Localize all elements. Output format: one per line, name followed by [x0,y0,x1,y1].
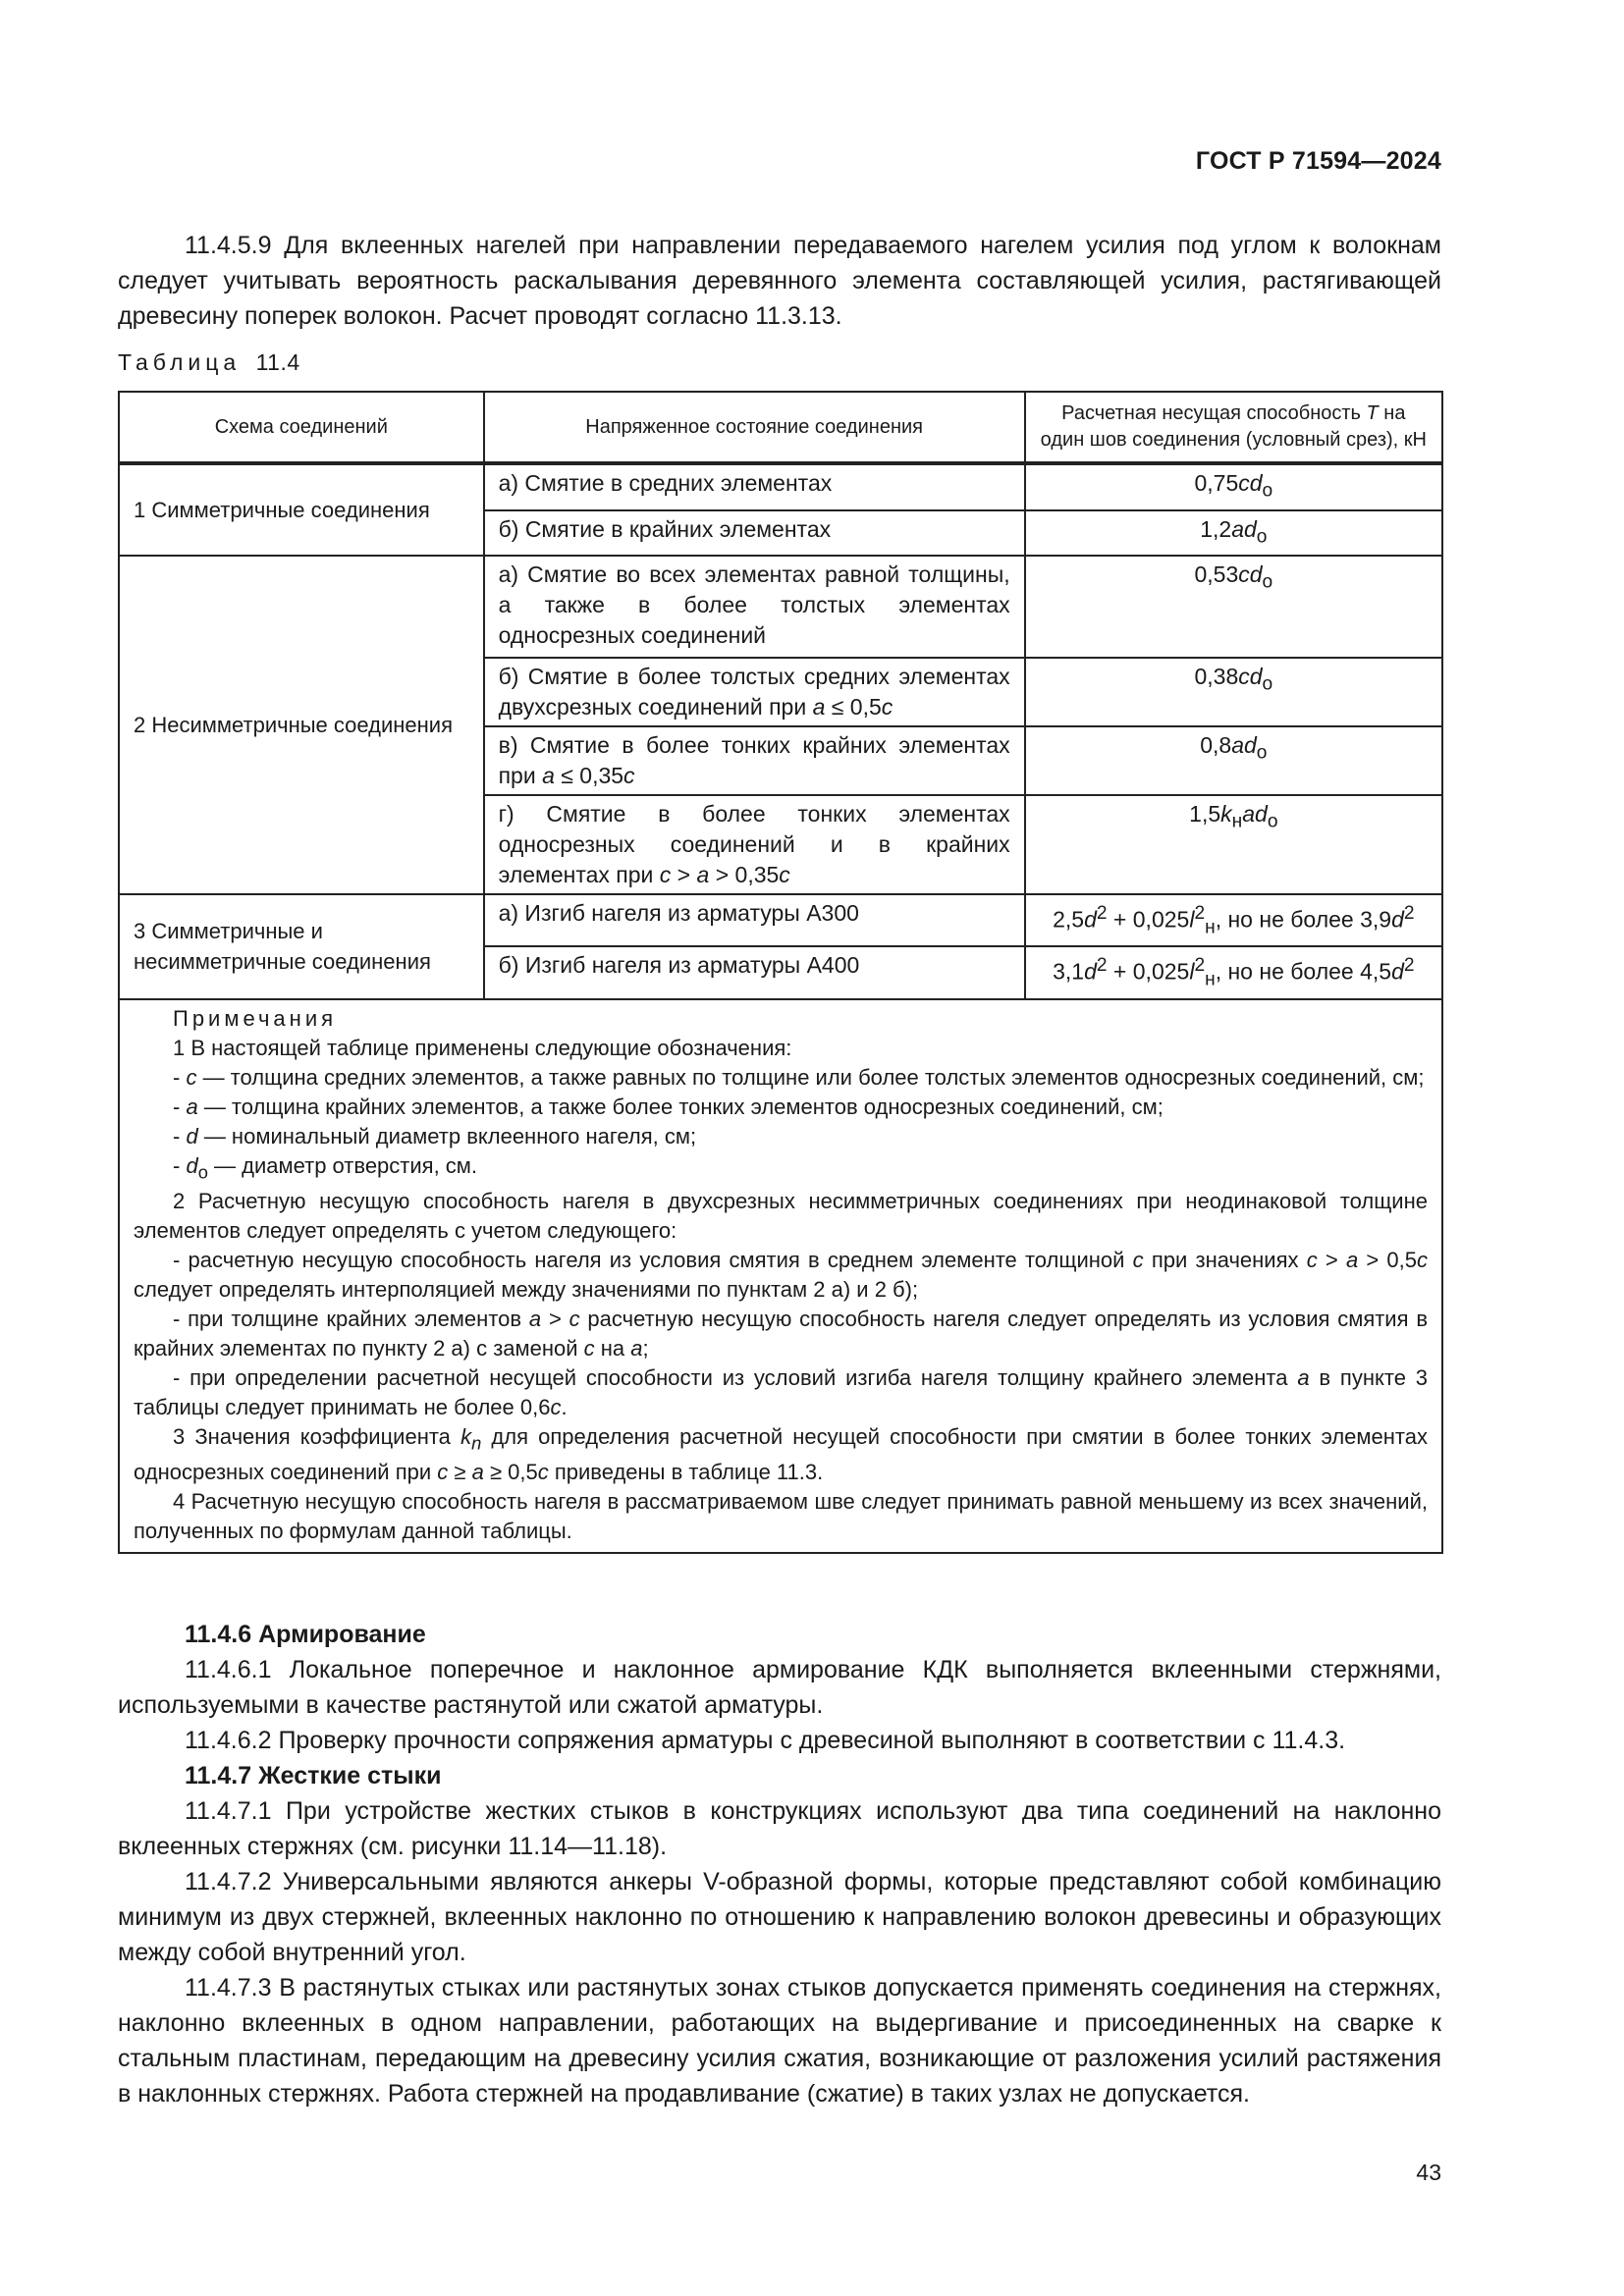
table-row [119,556,1442,658]
dowel-capacity-table [118,391,1443,1554]
note-2-1: - расчетную несущую способность нагеля из условия смятия в среднем элементе толщиной c при значениях c > a > 0,5c следует определять интерполяцией между значениями по пунктам 2 а) и 2 б); [134,1248,1429,1303]
table-caption-number: 11.4 [255,349,300,375]
note-2-3: - при определении расчетной несущей способности из условий изгиба нагеля толщину крайнего элемента a в пункте 3 таблицы следует принимать не более 0,6c. [134,1365,1428,1420]
note-1-c: - c — толщина средних элементов, а также равных по толщине или более толстых элементов односрезных соединений, см; [173,1064,1425,1090]
paragraph-11-4-6-2: 11.4.6.2 Проверку прочности сопряжения арматуры с древесиной выполняют в соответствии с 11.4.3. [185,1727,1346,1754]
section-11-4-6-11-4-7 [118,1617,1441,2111]
page-number: 43 [1416,2160,1441,2185]
paragraph-11-4-7-1: 11.4.7.1 При устройстве жестких стыков в конструкциях используют два типа соединений на наклонно вклеенных стержнях (см. рисунки 11.14—11.18). [118,1797,1441,1860]
stress-cell: а) Изгиб нагеля из арматуры А300 [484,894,1025,946]
formula-cell: $0,53cd_о$ [1025,556,1442,658]
document-code: ГОСТ Р 71594—2024 [1195,147,1441,175]
table-notes-row [119,999,1442,1554]
paragraph-11-4-5-9: 11.4.5.9 Для вклеенных нагелей при направлении передаваемого нагелем усилия под углом к волокнам следует учитывать вероятность раскалывания деревянного элемента составляющей усилия, растягивающей древесину поперек волокон. Расчет проводят согласно 11.3.13. [118,232,1441,330]
header-stress-state: Напряженное состояние соединения [484,392,1025,463]
heading-11-4-7: 11.4.7 Жесткие стыки [185,1762,442,1789]
group-symmetric: 1 Симметричные соединения [119,463,484,556]
group-asymmetric: 2 Несимметричные соединения [119,556,484,894]
table-notes [119,999,1442,1554]
table-row [119,463,1442,510]
note-4: 4 Расчетную несущую способность нагеля в рассматриваемом шве следует принимать равной меньшему из всех значений, полученных по формулам данной таблицы. [134,1489,1428,1544]
group-sym-asym: 3 Симметричные и несимметричные соединения [119,894,484,999]
stress-cell: б) Смятие в более толстых средних элементах двухсрезных соединений при a ≤ 0,5c [484,658,1025,726]
stress-cell: а) Смятие в средних элементах [484,463,1025,510]
formula-cell: $0,8ad_о$ [1025,726,1442,795]
note-1-a: - a — толщина крайних элементов, а также более тонких элементов односрезных соединений, см; [173,1094,1164,1119]
paragraph-11-4-7-2: 11.4.7.2 Универсальными являются анкеры V-образной формы, которые представляют собой комбинацию минимум из двух стержней, вклеенных наклонно по отношению к направлению волокон древесины и образующих между собой внутренний угол. [118,1868,1441,1966]
header-capacity: Расчетная несущая способность T на один шов соединения (условный срез), кН [1025,392,1442,463]
note-3: 3 Значения коэффициента $k_n$ для определения расчетной несущей способности при смятии в более тонких элементах односрезных соединений при c ≥ a ≥ 0,5c приведены в таблице 11.3. [134,1424,1428,1485]
stress-cell: б) Смятие в крайних элементах [484,510,1025,557]
note-2: 2 Расчетную несущую способность нагеля в двухсрезных несимметричных соединениях при неодинаковой толщине элементов следует определять с учетом следующего: [134,1189,1428,1244]
formula-cell: $1,5k_нad_о$ [1025,795,1442,894]
intro-paragraph-block [118,228,1441,334]
note-1-d: - d — номинальный диаметр вклеенного нагеля, см; [173,1123,697,1148]
notes-title: Примечания [173,1005,338,1031]
formula-cell: $0,75cd_о$ [1025,463,1442,510]
formula-cell: $3,1d^2 + 0,025l^2_н$, но не более $4,5d^2$ [1025,946,1442,998]
table-caption-word: Таблица [118,349,242,375]
stress-cell: б) Изгиб нагеля из арматуры А400 [484,946,1025,998]
header-scheme: Схема соединений [119,392,484,463]
stress-cell: а) Смятие во всех элементах равной толщины, а также в более толстых элементах односрезных соединений [484,556,1025,658]
formula-cell: $1,2ad_о$ [1025,510,1442,557]
stress-cell: г) Смятие в более тонких элементах односрезных соединений и в крайних элементах при c > a > 0,35c [484,795,1025,894]
note-1-do: - $d_о$ — диаметр отверстия, см. [173,1152,478,1183]
table-header-row [119,392,1442,463]
formula-cell: $2,5d^2 + 0,025l^2_н$, но не более $3,9d^2$ [1025,894,1442,946]
heading-11-4-6: 11.4.6 Армирование [185,1621,426,1648]
note-1: 1 В настоящей таблице применены следующие обозначения: [173,1035,792,1060]
paragraph-11-4-6-1: 11.4.6.1 Локальное поперечное и наклонное армирование КДК выполняется вклеенными стержнями, используемыми в качестве растянутой или сжатой арматуры. [118,1656,1441,1719]
paragraph-11-4-7-3: 11.4.7.3 В растянутых стыках или растянутых зонах стыков допускается применять соединения на стержнях, наклонно вклеенных в одном направлении, работающих на выдергивание и присоединенных на сварке к стальным пластинам, передающим на древесину усилия сжатия, возникающие от разложения усилий растяжения в наклонных стержнях. Работа стержней на продавливание (сжатие) в таких узлах не допускается. [118,1974,1441,2108]
stress-cell: в) Смятие в более тонких крайних элементах при a ≤ 0,35c [484,726,1025,795]
note-2-2: - при толщине крайних элементов a > c расчетную несущую способность нагеля следует определять из условия смятия в крайних элементах по пункту 2 а) с заменой c на a; [134,1307,1429,1362]
formula-cell: $0,38cd_о$ [1025,658,1442,726]
table-caption [118,349,300,376]
table-row [119,894,1442,946]
